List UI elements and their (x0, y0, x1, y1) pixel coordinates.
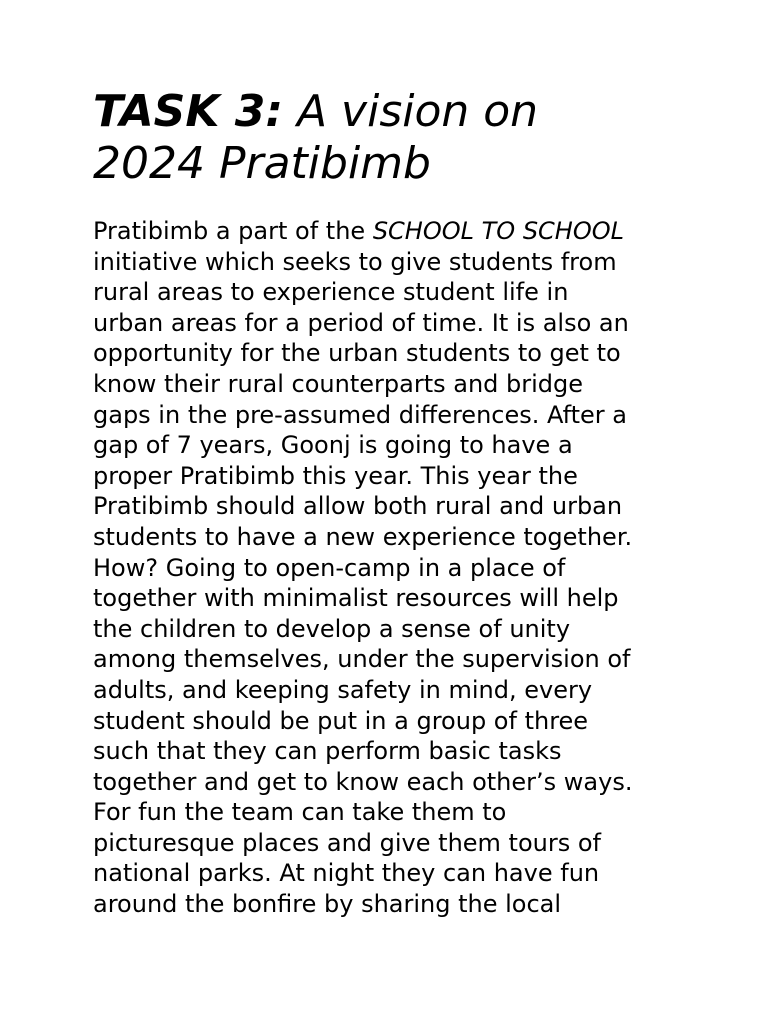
page-title (93, 86, 693, 190)
paragraph-line: adults, and keeping safety in mind, every (93, 675, 593, 704)
paragraph-line: such that they can perform basic tasks (93, 737, 562, 766)
paragraph-line: among themselves, under the supervision of (93, 645, 631, 674)
task-label: TASK 3: (93, 86, 283, 137)
paragraph-line: gaps in the pre-assumed differences. After a (93, 400, 627, 429)
paragraph-line: How? Going to open-camp in a place of (93, 553, 566, 582)
paragraph-line: rural areas to experience student life in (93, 278, 569, 307)
paragraph-line: national parks. At night they can have fun (93, 859, 600, 888)
paragraph-line: student should be put in a group of three (93, 706, 589, 735)
document-page (93, 86, 693, 920)
paragraph-line: Pratibimb should allow both rural and urban (93, 492, 623, 521)
paragraph-line-1-text: Pratibimb a part of the (93, 217, 373, 245)
title-line-1: A vision on (296, 86, 539, 137)
paragraph-line: opportunity for the urban students to get to (93, 339, 621, 368)
school-to-school-emphasis: SCHOOL TO SCHOOL (372, 217, 625, 245)
title-line-2: 2024 Pratibimb (93, 138, 431, 189)
paragraph-line: urban areas for a period of time. It is also an (93, 308, 629, 337)
paragraph-line: picturesque places and give them tours of (93, 828, 601, 857)
paragraph-line: For fun the team can take them to (93, 798, 507, 827)
paragraph-line: the children to develop a sense of unity (93, 614, 571, 643)
paragraph-line: together with minimalist resources will help (93, 584, 619, 613)
paragraph-line: together and get to know each other’s ways. (93, 767, 633, 796)
paragraph-line: around the bonfire by sharing the local (93, 890, 562, 919)
paragraph-line: initiative which seeks to give students from (93, 247, 617, 276)
paragraph-line: proper Pratibimb this year. This year the (93, 461, 578, 490)
body-paragraph (93, 216, 693, 920)
paragraph-line-1 (93, 216, 693, 247)
paragraph-line: students to have a new experience together. (93, 522, 633, 551)
paragraph-line: gap of 7 years, Goonj is going to have a (93, 431, 573, 460)
paragraph-line: know their rural counterparts and bridge (93, 369, 584, 398)
